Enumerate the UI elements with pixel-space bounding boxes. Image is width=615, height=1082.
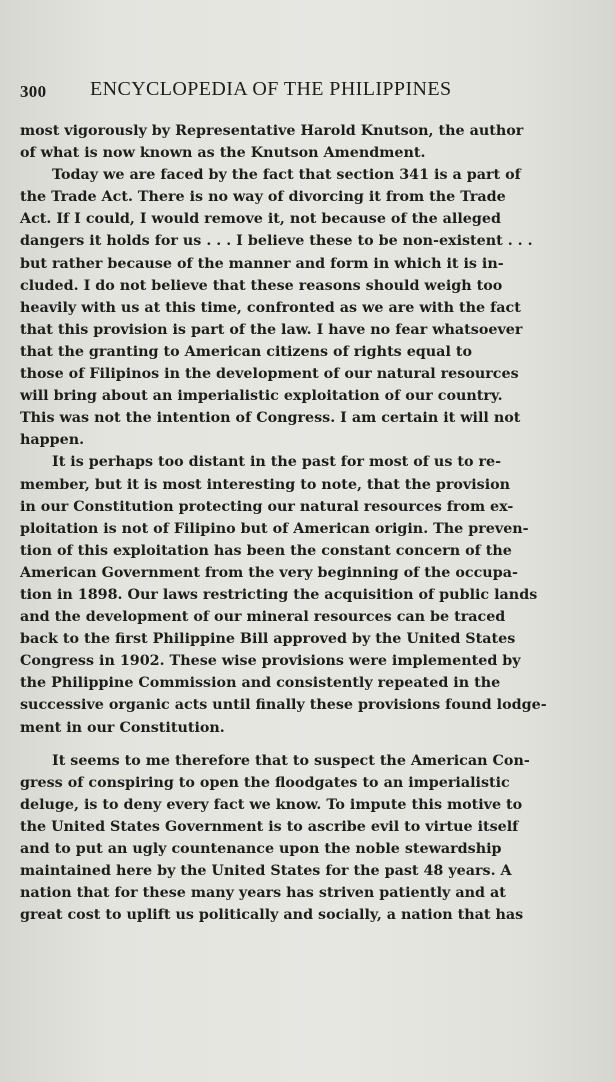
text-line: most vigorously by Representative Harold Knutson, the author: [20, 123, 524, 139]
text-line: the United States Government is to ascribe evil to virtue itself: [20, 818, 519, 835]
text-line: will bring about an imperialistic exploitation of our country.: [20, 388, 503, 405]
text-line: those of Filipinos in the development of our natural resources: [20, 366, 519, 383]
text-line: dangers it holds for us . . . I believe these to be non-existent . . .: [20, 233, 533, 250]
text-line: tion in 1898. Our laws restricting the acquisition of public lands: [20, 586, 538, 603]
text-line: nation that for these many years has striven patiently and at: [20, 885, 506, 902]
paragraph-gap: [20, 739, 586, 750]
text-line: It seems to me therefore that to suspect the American Con-: [52, 752, 530, 769]
text-line: deluge, is to deny every fact we know. To impute this motive to: [20, 796, 523, 813]
text-line: and to put an ugly countenance upon the noble stewardship: [20, 841, 502, 857]
text-line: the Trade Act. There is no way of divorcing it from the Trade: [20, 189, 506, 206]
text-line: great cost to uplift us politically and socially, a nation that has: [20, 907, 524, 924]
text-line: gress of conspiring to open the floodgates to an imperialistic: [20, 774, 510, 791]
book-title: ENCYCLOPEDIA OF THE PHILIPPINES: [90, 78, 452, 100]
text-line: maintained here by the United States for the past 48 years. A: [20, 863, 512, 880]
text-line: ment in our Constitution.: [20, 719, 225, 736]
text-line: in our Constitution protecting our natural resources from ex-: [20, 498, 514, 515]
text-line: This was not the intention of Congress. I am certain it will not: [20, 410, 521, 427]
paragraph-origin: [20, 451, 586, 738]
text-line: American Government from the very beginning of the occupa-: [20, 564, 518, 581]
text-line: and the development of our mineral resources can be traced: [20, 609, 506, 626]
text-line: heavily with us at this time, confronted as we are with the fact: [20, 299, 521, 316]
page-number: 300: [20, 82, 47, 101]
text-line: Congress in 1902. These wise provisions were implemented by: [20, 653, 521, 670]
text-line: but rather because of the manner and form in which it is in-: [20, 255, 504, 272]
text-line: the Philippine Commission and consistently repeated in the: [20, 675, 501, 692]
text-line: happen.: [20, 432, 85, 449]
text-line: successive organic acts until finally these provisions found lodge-: [20, 697, 547, 714]
running-head: [20, 76, 586, 106]
text-line: ploitation is not of Filipino but of American origin. The preven-: [20, 520, 529, 537]
text-line: member, but it is most interesting to note, that the provision: [20, 476, 511, 493]
text-line: that this provision is part of the law. I have no fear whatsoever: [20, 321, 523, 338]
text-line: that the granting to American citizens of rights equal to: [20, 343, 472, 360]
text-line: tion of this exploitation has been the constant concern of the: [20, 542, 512, 559]
text-line: Today we are faced by the fact that section 341 is a part of: [52, 167, 521, 184]
text-line: Act. If I could, I would remove it, not because of the alleged: [20, 211, 501, 228]
text-line: back to the first Philippine Bill approved by the United States: [20, 631, 516, 648]
text-line: of what is now known as the Knutson Amendment.: [20, 145, 426, 162]
text-line: It is perhaps too distant in the past for most of us to re-: [52, 454, 502, 471]
paragraph-knutson: [20, 120, 586, 164]
paragraph-section-341: [20, 164, 586, 451]
text-line: cluded. I do not believe that these reasons should weigh too: [20, 277, 503, 294]
paragraph-stewardship: [20, 750, 586, 927]
page-content: [20, 76, 586, 926]
